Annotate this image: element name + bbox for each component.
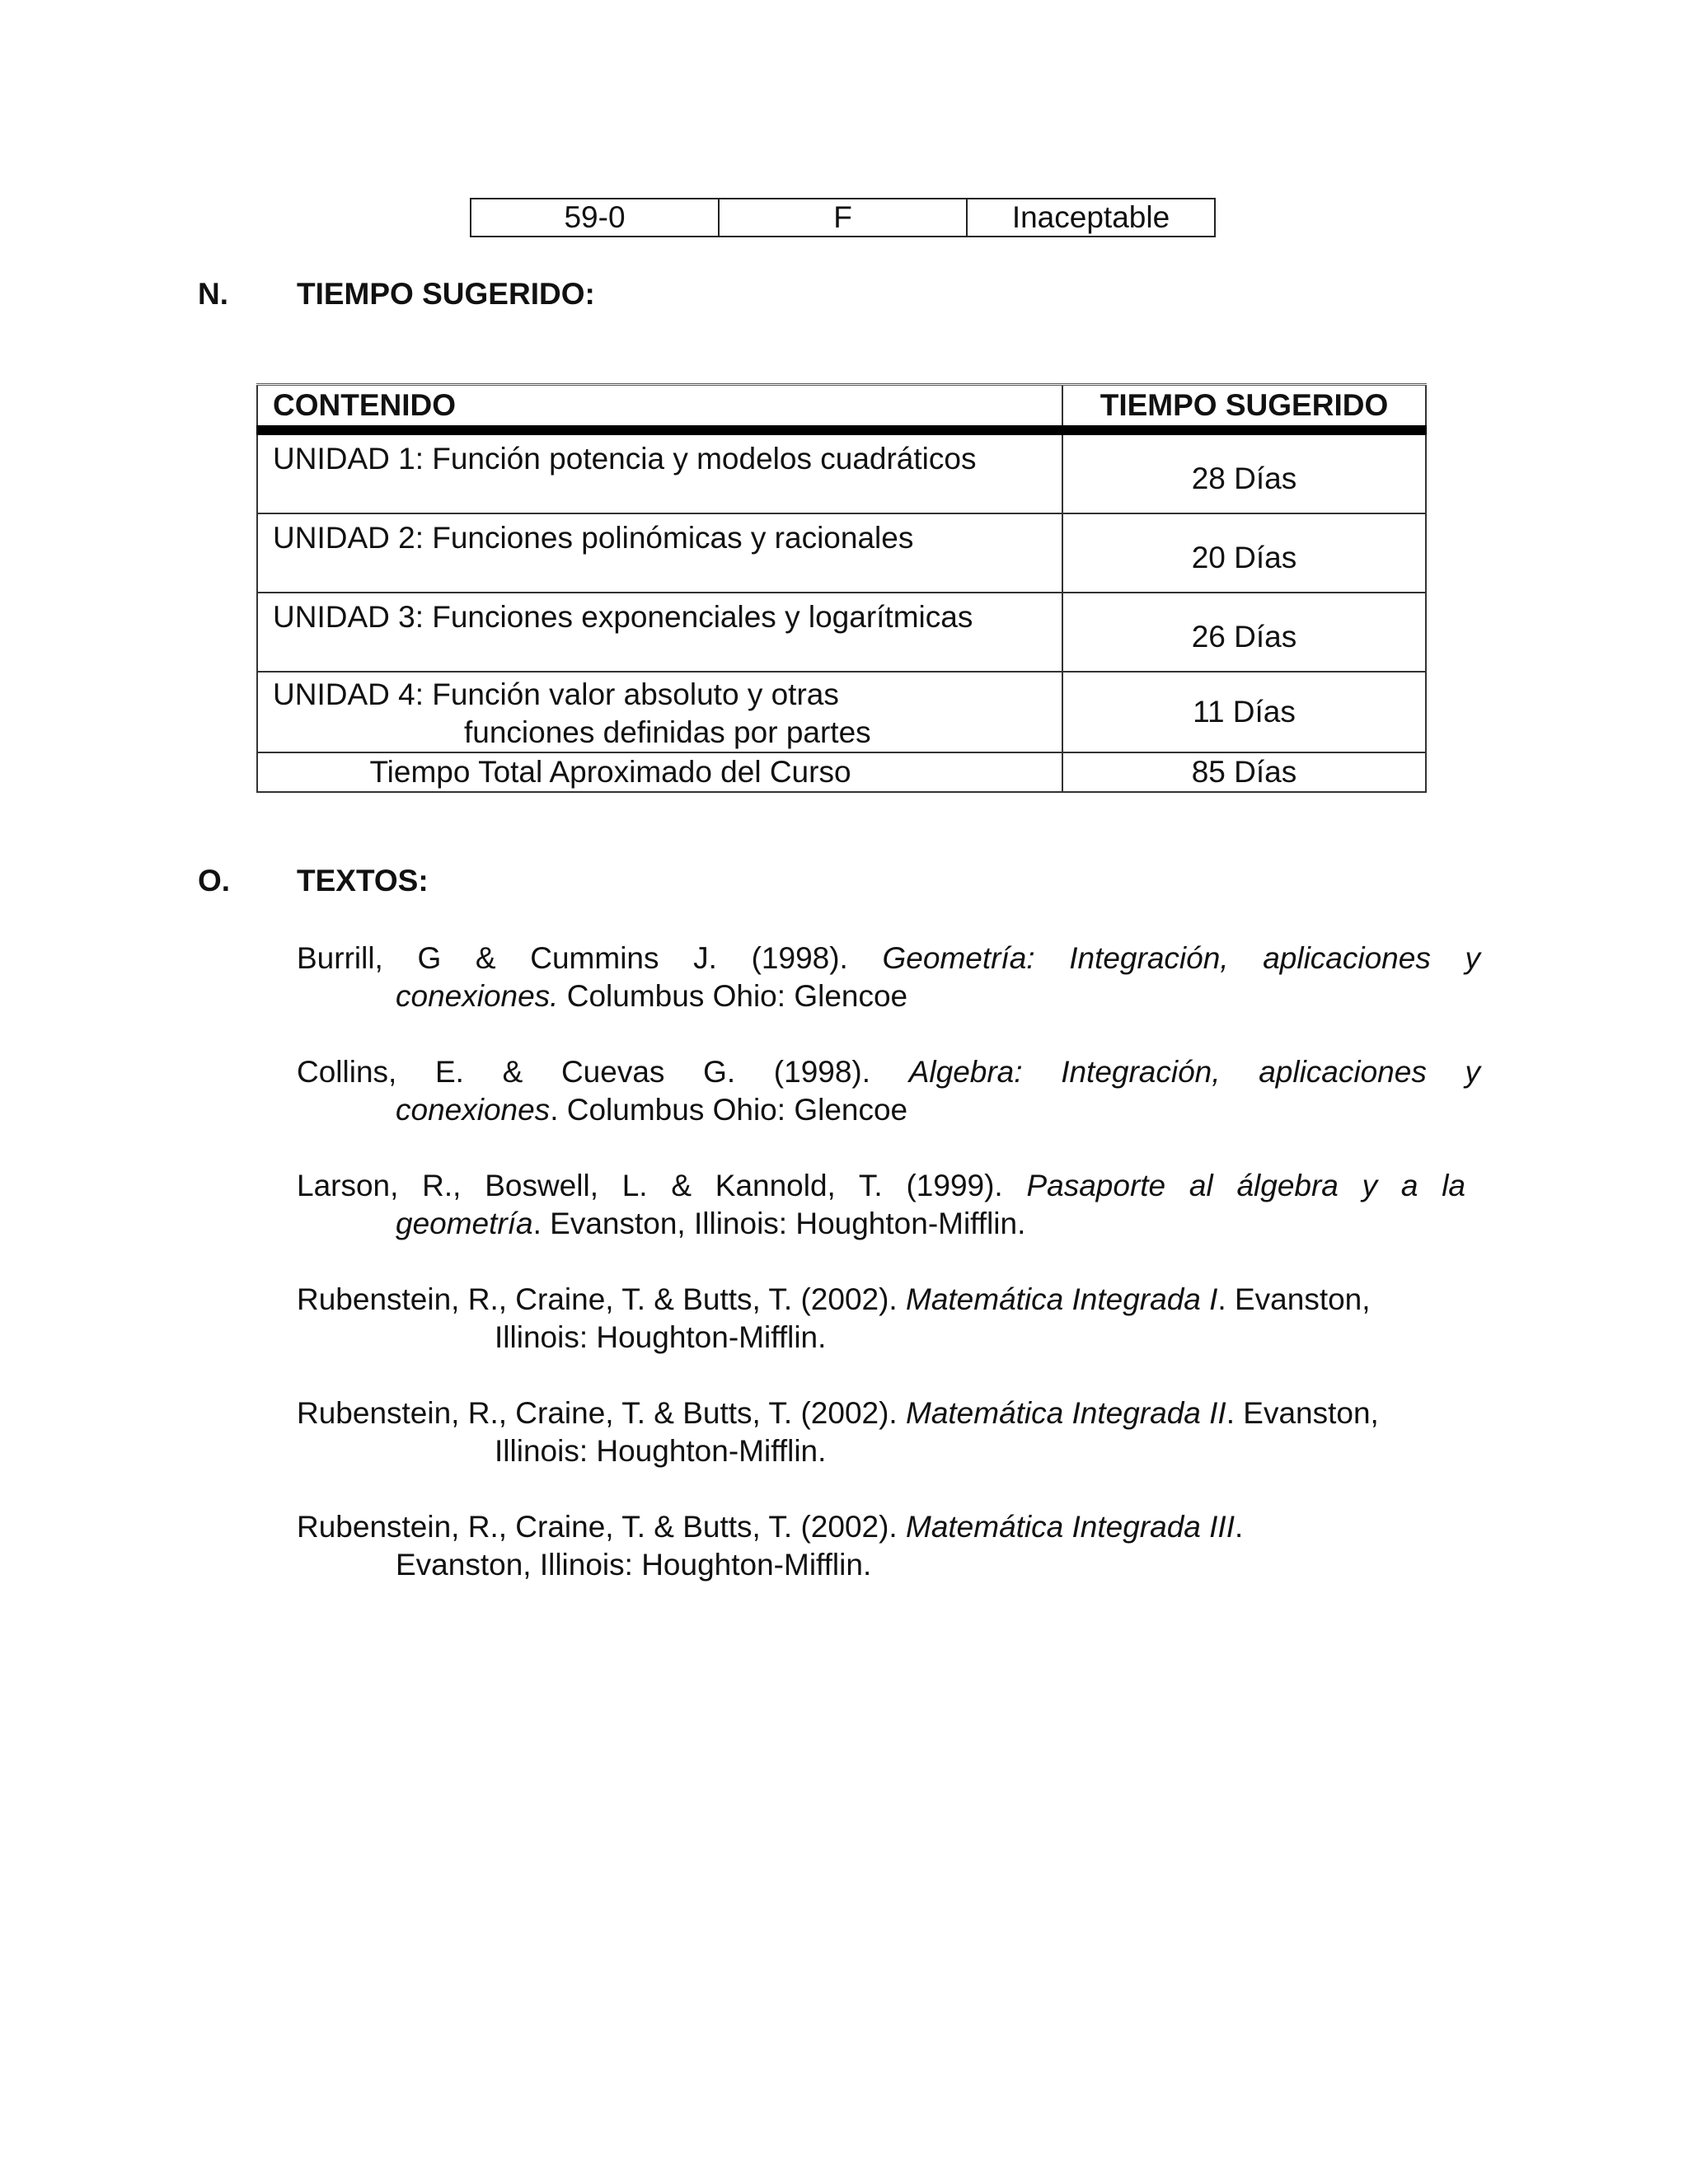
grade-letter: F — [719, 199, 967, 237]
total-row — [257, 752, 1426, 792]
unit-cell — [257, 593, 1062, 672]
reference-title-cont: conexiones — [396, 1093, 551, 1127]
reference-title: Matemática Integrada III — [906, 1510, 1235, 1544]
reference-line-1 — [297, 940, 1480, 977]
reference-authors: Collins, E. & Cuevas G. (1998). — [297, 1055, 871, 1089]
reference-title: Pasaporte al álgebra y a la — [1026, 1169, 1466, 1202]
unit-cell — [257, 513, 1062, 593]
reference-publisher: Illinois: Houghton-Mifflin. — [495, 1320, 827, 1354]
reference-item — [297, 1167, 1465, 1243]
reference-after-title: . Evanston, — [1217, 1282, 1371, 1316]
reference-title-cont: conexiones. — [396, 979, 559, 1013]
reference-line-1 — [297, 1167, 1465, 1205]
unit-cell — [257, 430, 1062, 513]
reference-line-1 — [297, 1508, 1480, 1546]
unit-label: UNIDAD 2: Funciones polinómicas y racionales — [273, 521, 914, 555]
days-cell: 20 Días — [1062, 513, 1426, 593]
unit-label: UNIDAD 4: Función valor absoluto y otras — [273, 677, 839, 711]
reference-line-2 — [297, 1091, 1480, 1129]
table-header-row — [257, 385, 1426, 431]
unit-label: UNIDAD 1: Función potencia y modelos cuadráticos — [273, 442, 977, 476]
reference-authors: Rubenstein, R., Craine, T. & Butts, T. (2002). — [297, 1282, 898, 1316]
table-row — [257, 513, 1426, 593]
days-cell: 28 Días — [1062, 430, 1426, 513]
reference-publisher: Illinois: Houghton-Mifflin. — [495, 1434, 827, 1468]
reference-after-title: . Evanston, — [1226, 1396, 1379, 1430]
unit-label-cont: funciones definidas por partes — [464, 715, 871, 749]
reference-item — [297, 1508, 1480, 1584]
days-cell: 26 Días — [1062, 593, 1426, 672]
section-o-title: TEXTOS: — [297, 864, 429, 898]
table-row — [257, 672, 1426, 752]
reference-item — [297, 1281, 1480, 1357]
grade-table — [470, 198, 1216, 237]
suggested-time-table — [256, 383, 1427, 793]
reference-authors: Rubenstein, R., Craine, T. & Butts, T. (2002). — [297, 1396, 898, 1430]
reference-item — [297, 940, 1480, 1015]
reference-publisher: Columbus Ohio: Glencoe — [566, 979, 908, 1013]
reference-title: Matemática Integrada I — [906, 1282, 1218, 1316]
total-days: 85 Días — [1062, 752, 1426, 792]
table-row — [257, 430, 1426, 513]
reference-title: Algebra: Integración, aplicaciones y — [908, 1055, 1481, 1089]
reference-publisher: Evanston, Illinois: Houghton-Mifflin. — [396, 1548, 872, 1582]
header-content: CONTENIDO — [257, 385, 1062, 431]
reference-title-cont: geometría — [396, 1207, 533, 1240]
reference-line-1 — [297, 1053, 1480, 1091]
reference-item — [297, 1053, 1480, 1129]
reference-title: Geometría: Integración, aplicaciones y — [882, 941, 1480, 975]
total-label: Tiempo Total Aproximado del Curso — [257, 752, 1062, 792]
section-o-letter: O. — [198, 864, 231, 898]
grade-row — [471, 199, 1215, 237]
reference-line-1 — [297, 1281, 1480, 1319]
reference-authors: Rubenstein, R., Craine, T. & Butts, T. (2002). — [297, 1510, 898, 1544]
reference-authors: Burrill, G & Cummins J. (1998). — [297, 941, 848, 975]
reference-line-1 — [297, 1394, 1480, 1432]
reference-publisher: . Evanston, Illinois: Houghton-Mifflin. — [532, 1207, 1026, 1240]
reference-item — [297, 1394, 1480, 1470]
section-n-title: TIEMPO SUGERIDO: — [297, 277, 595, 311]
header-time: TIEMPO SUGERIDO — [1062, 385, 1426, 431]
unit-cell — [257, 672, 1062, 752]
unit-label: UNIDAD 3: Funciones exponenciales y logarítmicas — [273, 600, 973, 634]
reference-after-title: . — [1234, 1510, 1244, 1544]
grade-label: Inaceptable — [967, 199, 1215, 237]
days-cell: 11 Días — [1062, 672, 1426, 752]
reference-line-2 — [297, 1205, 1465, 1243]
reference-publisher: . Columbus Ohio: Glencoe — [550, 1093, 908, 1127]
reference-authors: Larson, R., Boswell, L. & Kannold, T. (1999). — [297, 1169, 1003, 1202]
reference-line-2 — [297, 977, 1480, 1015]
table-row — [257, 593, 1426, 672]
section-n-letter: N. — [198, 277, 228, 311]
grade-range: 59-0 — [471, 199, 719, 237]
reference-title: Matemática Integrada II — [906, 1396, 1226, 1430]
